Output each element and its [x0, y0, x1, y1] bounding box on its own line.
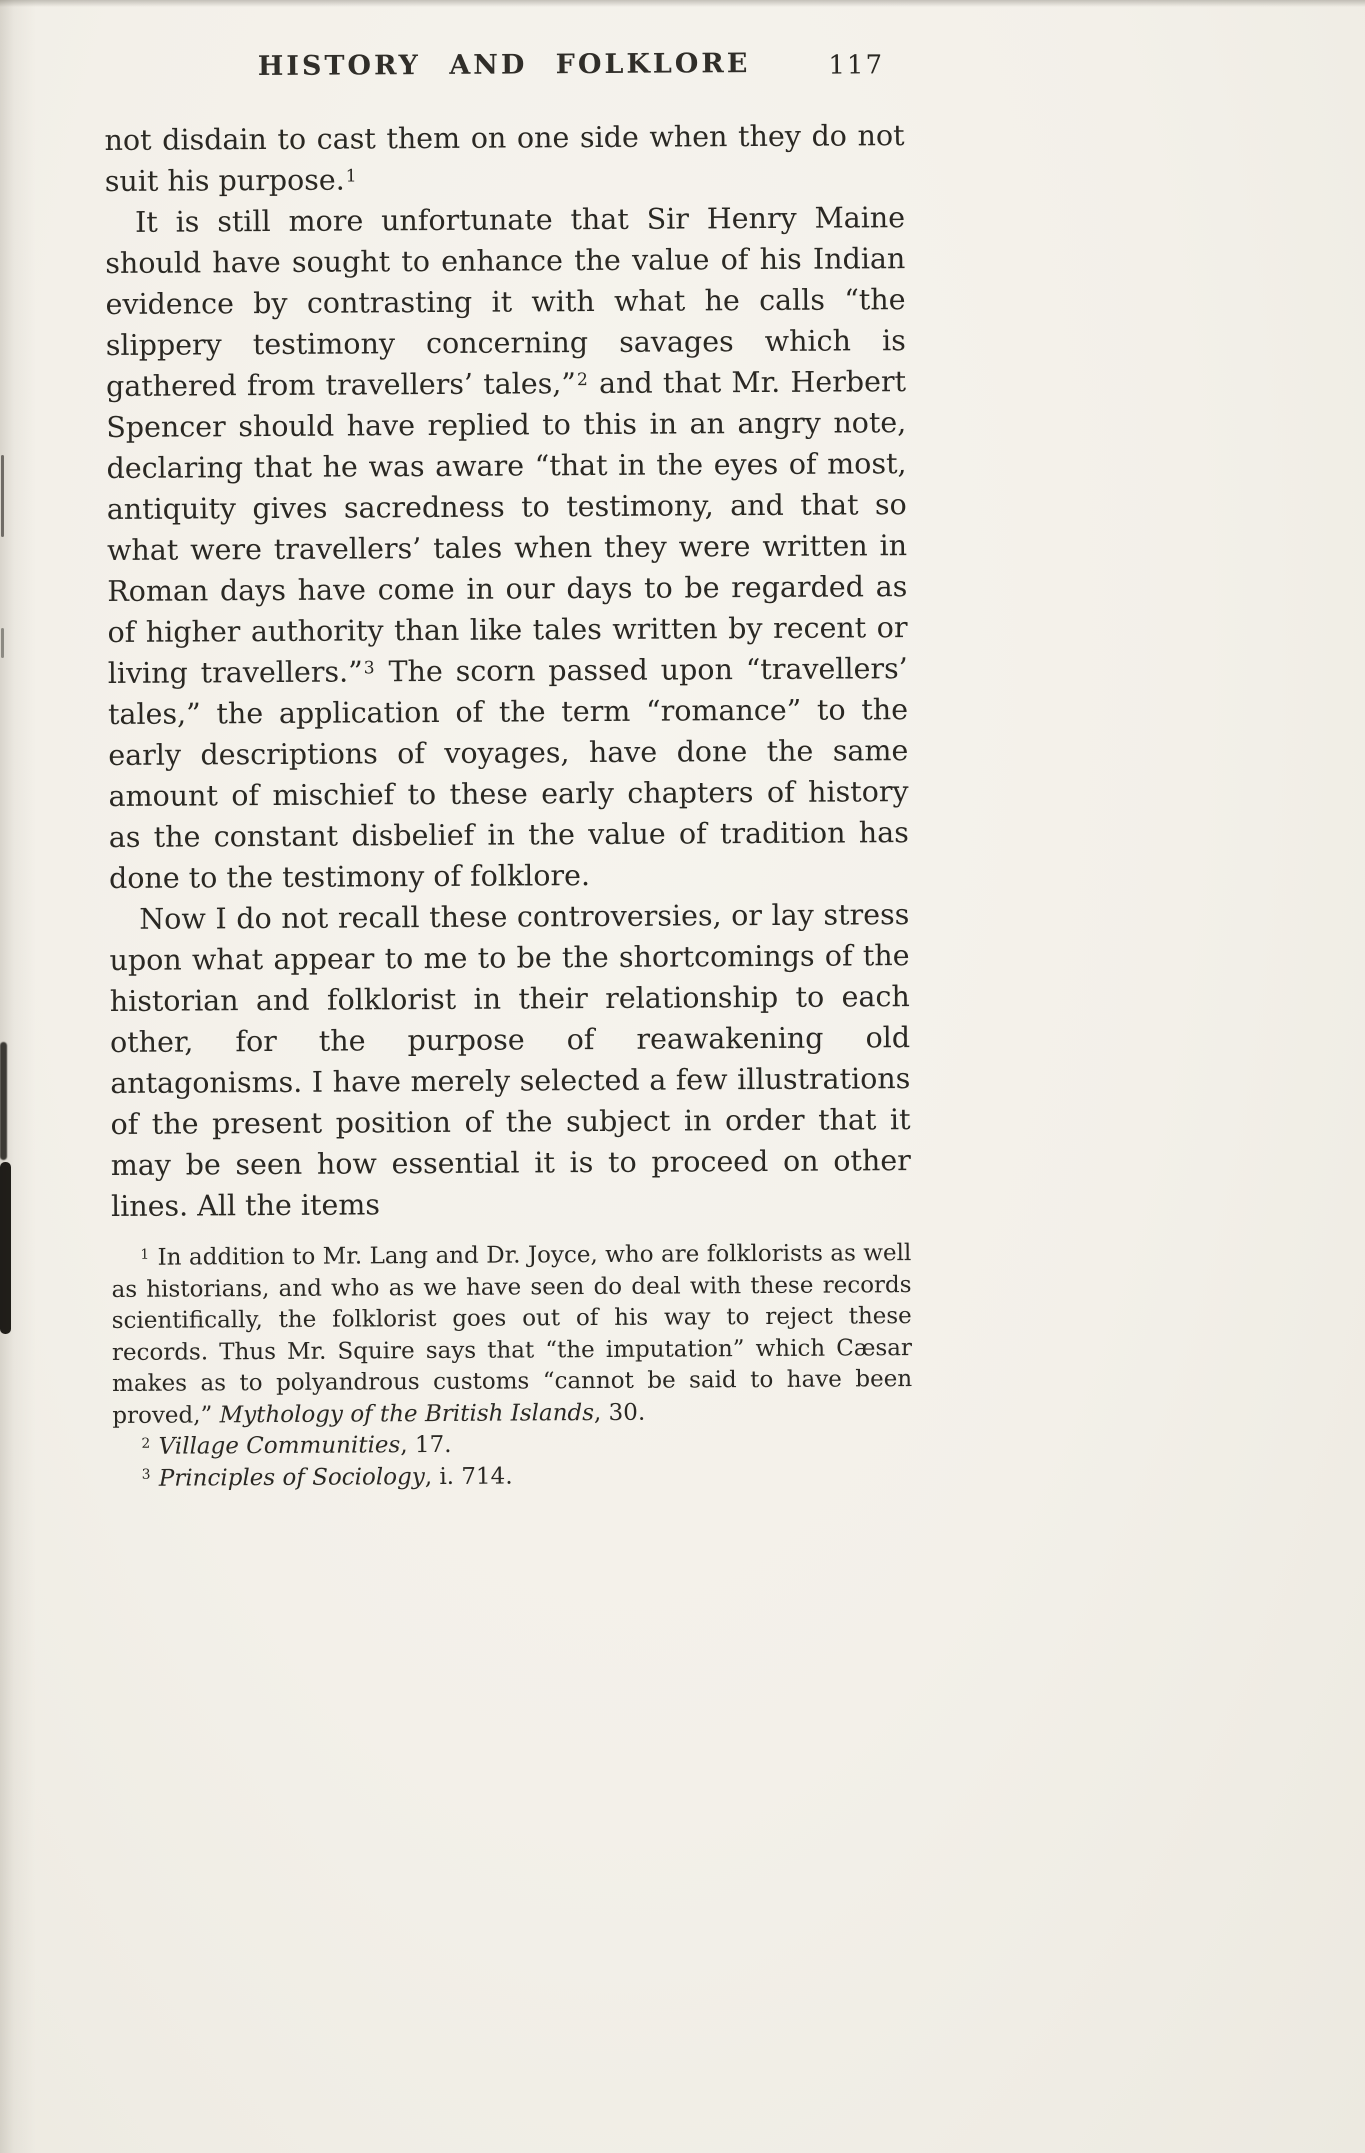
body-text [104, 115, 911, 1227]
footnote: $^1$ In addition to Mr. Lang and Dr. Joyce, who are folklorists as well as historians, and who as we have seen do deal with these records scientifically, the folklorist goes out of his way to reject these records. Thus Mr. Squire says that “the imputation” which Cæsar makes as to polyandrous customs “cannot be said to have been proved,” Mythology of the British Islands, 30. [111, 1240, 913, 1429]
running-title: HISTORY AND FOLKLORE [257, 48, 751, 83]
paragraph: Now I do not recall these controversies, or lay stress upon what appear to me to be the shortcomings of the historian and folklorist in their relationship to each other, for the purpose of reawakening old antagonisms. I have merely selected a few illustrations of the present position of the subject in order that it may be seen how essential it is to proceed on other lines. All the items [109, 898, 911, 1223]
scan-artifact [0, 1162, 11, 1334]
scan-artifact [1, 628, 4, 658]
scan-artifact [0, 1042, 7, 1160]
page-top-shadow [0, 0, 1365, 7]
page-header [104, 47, 904, 94]
paragraph: It is still more unfortunate that Sir Henry Maine should have sought to enhance the value of his Indian evidence by contrasting it with what he calls “the slippery testimony concerning savages which is gathered from travellers’ tales,”$^2$ and that Mr. Herbert Spencer should have replied to this in an angry note, declaring that he was aware “that in the eyes of most, antiquity gives sacredness to testimony, and that so what were travellers’ tales when they were written in Roman days have come in our days to be regarded as of higher authority than like tales written by recent or living travellers.”$^3$ The scorn passed upon “travellers’ tales,” the application of the term “romance” to the early descriptions of voyages, have done the same amount of mischief to these early chapters of history as the constant disbelief in the value of tradition has done to the testimony of folklore. [105, 201, 909, 895]
scan-artifact [1, 455, 4, 537]
page-number: 117 [828, 50, 885, 81]
page-content [104, 47, 913, 1495]
footnote: $^2$ Village Communities, 17. [141, 1431, 452, 1460]
footnotes [111, 1238, 913, 1495]
paragraph: not disdain to cast them on one side when they do not suit his purpose.$^1$ [104, 119, 905, 198]
footnote: $^3$ Principles of Sociology, i. 714. [141, 1463, 513, 1492]
